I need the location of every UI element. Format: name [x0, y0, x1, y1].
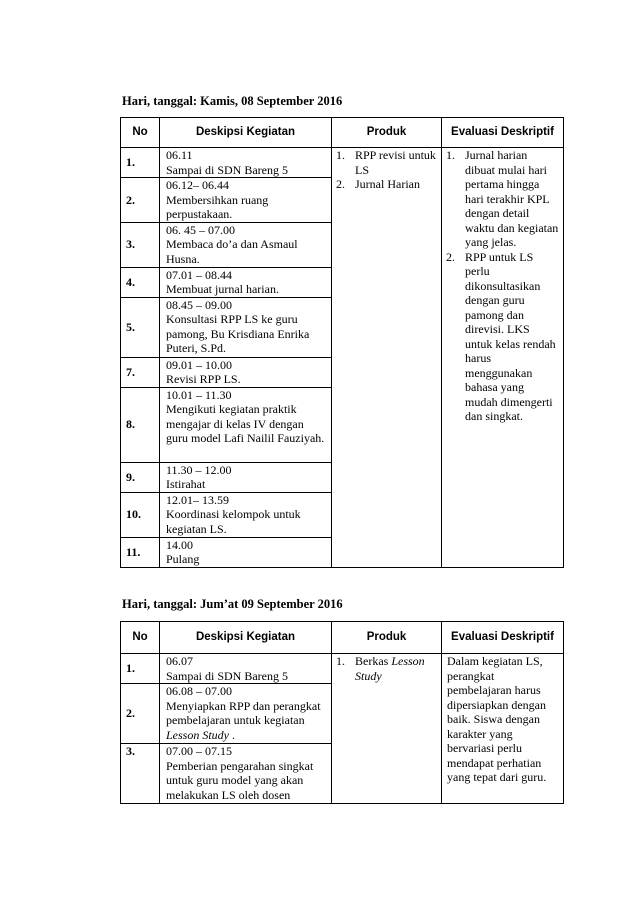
list-number: 1.: [336, 148, 345, 162]
activity-time: 12.01– 13.59: [166, 492, 229, 507]
activity-cell: [160, 387, 332, 462]
activity-desc: Revisi RPP LS.: [166, 372, 241, 386]
activity-time: 07.01 – 08.44: [166, 267, 232, 282]
activity-cell: [160, 744, 332, 804]
evaluasi-list: [446, 148, 559, 424]
activity-desc: Sampai di SDN Bareng 5: [166, 668, 288, 683]
row-number: 7.: [121, 357, 160, 387]
day2-heading: Hari, tanggal: Jum’at 09 September 2016: [122, 597, 343, 611]
list-text: Jurnal Harian: [355, 177, 420, 191]
activity-desc: [166, 699, 327, 743]
activity-cell: [160, 148, 332, 178]
day2-table: [120, 621, 564, 804]
activity-desc: Pulang: [166, 552, 200, 566]
activity-cell: [160, 492, 332, 537]
list-number: 1.: [446, 148, 455, 162]
day1-table: [120, 117, 564, 568]
list-text-italic: Lesson Study: [355, 654, 425, 683]
row-number: 3.: [121, 222, 160, 267]
header-evaluasi: Evaluasi Deskriptif: [442, 622, 564, 654]
activity-cell: [160, 462, 332, 492]
header-produk: Produk: [332, 118, 442, 148]
activity-time: 06.12– 06.44: [166, 178, 229, 192]
activity-time: 06. 45 – 07.00: [166, 222, 235, 237]
activity-time: 06.07: [166, 654, 193, 668]
list-text: Jurnal harian dibuat mulai hari pertama hingga hari terakhir KPL dengan detail waktu dan kegiatan yang jelas.: [465, 148, 559, 249]
row-number: 9.: [121, 462, 160, 492]
activity-time: 07.00 – 07.15: [166, 744, 232, 758]
desc-text: Menyiapkan RPP dan perangkat pembelajaran untuk kegiatan: [166, 698, 321, 727]
activity-desc: Konsultasi RPP LS ke guru pamong, Bu Krisdiana Enrika Puteri, S.Pd.: [166, 312, 310, 355]
evaluasi-cell: [442, 148, 564, 568]
activity-cell: [160, 684, 332, 744]
list-number: 1.: [336, 654, 345, 668]
desc-text-italic: Lesson Study: [166, 727, 229, 742]
table-row: [121, 654, 564, 684]
row-number: 3.: [121, 744, 160, 804]
produk-list: [336, 654, 437, 683]
activity-time: 09.01 – 10.00: [166, 357, 232, 372]
list-text: RPP revisi untuk LS: [355, 148, 436, 177]
header-evaluasi: Evaluasi Deskriptif: [442, 118, 564, 148]
activity-time: 14.00: [166, 537, 193, 552]
activity-cell: [160, 267, 332, 297]
list-item: [336, 654, 437, 683]
row-number: 1.: [121, 654, 160, 684]
list-item: [446, 148, 559, 250]
row-number: 4.: [121, 267, 160, 297]
row-number: 8.: [121, 387, 160, 462]
activity-time: 11.30 – 12.00: [166, 462, 232, 477]
produk-list: [336, 148, 437, 192]
row-number: 11.: [121, 537, 160, 567]
row-number: 10.: [121, 492, 160, 537]
evaluasi-cell: Dalam kegiatan LS, perangkat pembelajaran harus dipersiapkan dengan baik. Siswa dengan karakter yang bervariasi perlu mendapat perhatian yang tepat dari guru.: [442, 654, 564, 804]
header-kegiatan: Deskipsi Kegiatan: [160, 118, 332, 148]
list-item: [336, 177, 437, 192]
activity-desc: Istirahat: [166, 477, 206, 491]
header-kegiatan: Deskipsi Kegiatan: [160, 622, 332, 654]
list-text: RPP untuk LS perlu dikonsultasikan dengan guru pamong dan direvisi. LKS untuk kelas rendah harus menggunakan bahasa yang mudah dimengerti dan singkat.: [465, 249, 556, 423]
activity-cell: [160, 297, 332, 357]
activity-cell: [160, 357, 332, 387]
activity-desc: Sampai di SDN Bareng 5: [166, 162, 288, 177]
list-text: Berkas: [355, 654, 392, 668]
desc-text-end: .: [229, 727, 235, 742]
activity-desc: Koordinasi kelompok untuk kegiatan LS.: [166, 507, 301, 536]
list-number: 2.: [336, 177, 345, 191]
list-number: 2.: [446, 249, 455, 264]
activity-time: 10.01 – 11.30: [166, 387, 232, 402]
produk-cell: [332, 148, 442, 568]
activity-cell: [160, 654, 332, 684]
header-produk: Produk: [332, 622, 442, 654]
row-number: 5.: [121, 297, 160, 357]
activity-desc: Membaca do’a dan Asmaul Husna.: [166, 237, 298, 266]
activity-cell: [160, 222, 332, 267]
activity-desc: Pemberian pengarahan singkat untuk guru model yang akan melakukan LS oleh dosen: [166, 758, 314, 802]
activity-desc: Mengikuti kegiatan praktik mengajar di kelas IV dengan guru model Lafi Nailil Fauziyah.: [166, 402, 325, 445]
activity-desc: Membersihkan ruang perpustakaan.: [166, 192, 269, 221]
row-number: 1.: [121, 148, 160, 178]
activity-cell: [160, 537, 332, 567]
header-no: No: [121, 622, 160, 654]
row-number: 2.: [121, 684, 160, 744]
day1-heading: Hari, tanggal: Kamis, 08 September 2016: [122, 94, 343, 108]
activity-cell: [160, 178, 332, 223]
list-item: [446, 250, 559, 424]
activity-desc: Membuat jurnal harian.: [166, 282, 279, 296]
list-item: [336, 148, 437, 177]
produk-cell: [332, 654, 442, 804]
activity-time: 08.45 – 09.00: [166, 297, 232, 312]
table-row: [121, 148, 564, 178]
header-no: No: [121, 118, 160, 148]
activity-time: 06.08 – 07.00: [166, 684, 232, 698]
row-number: 2.: [121, 178, 160, 223]
activity-time: 06.11: [166, 148, 193, 162]
